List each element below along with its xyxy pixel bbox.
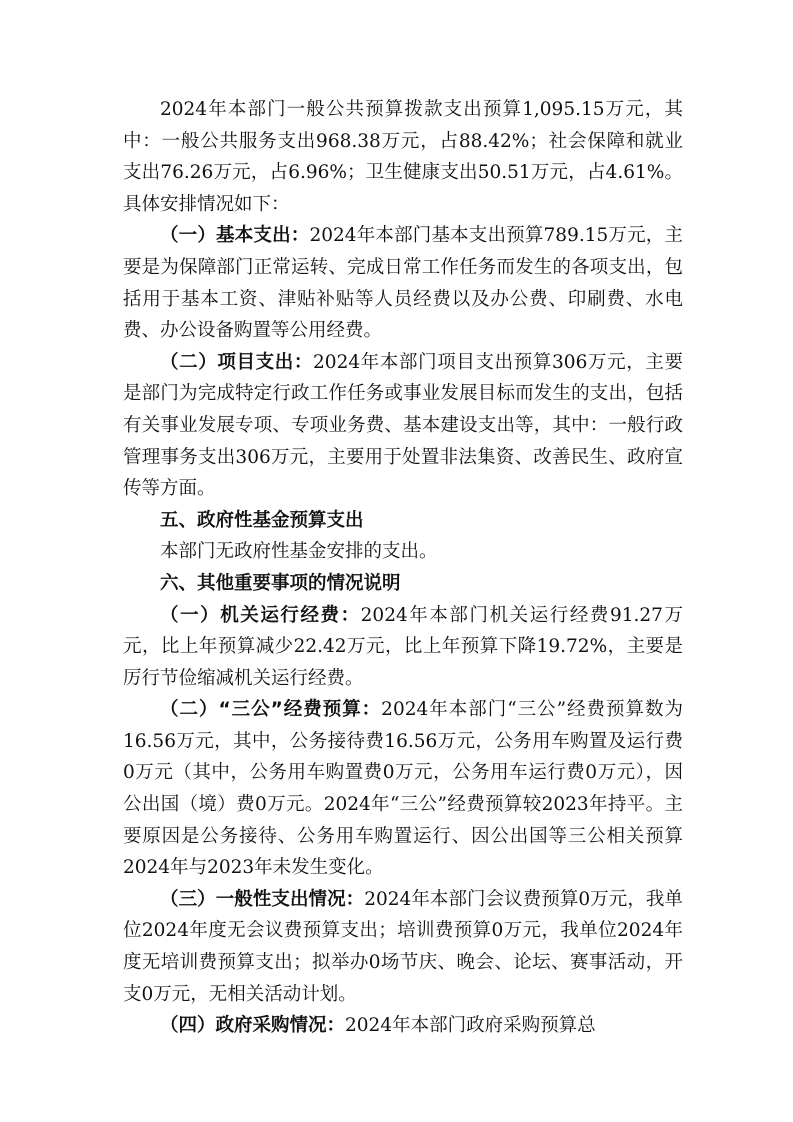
basic-expenditure-text: 2024年本部门基本支出预算789.15万元，主要是为保障部门正常运转、完成日常工作任务而发生的各项支出，包括用于基本工资、津贴补贴等人员经费以及办公费、印刷费、水电费、办公设备购置等公用经费。 [123, 225, 683, 342]
basic-expenditure-label: （一）基本支出： [160, 225, 310, 247]
basic-expenditure-paragraph [123, 220, 683, 346]
document-page [123, 94, 683, 1042]
procurement-paragraph [123, 1010, 683, 1042]
operating-expense-paragraph [123, 600, 683, 695]
operating-expense-label: （一）机关运行经费： [160, 604, 361, 626]
general-expense-text: 2024年本部门会议费预算0万元，我单位2024年度无会议费预算支出；培训费预算0万元，我单位2024年度无培训费预算支出；拟举办0场节庆、晚会、论坛、赛事活动，开支0万元，无相关活动计划。 [123, 888, 683, 1005]
sangong-label: （二）“三公”经费预算： [160, 699, 382, 721]
project-expenditure-text: 2024年本部门项目支出预算306万元，主要是部门为完成特定行政工作任务或事业发展目标而发生的支出，包括有关事业发展专项、专项业务费、基本建设支出等，其中：一般行政管理事务支出306万元，主要用于处置非法集资、改善民生、政府宣传等方面。 [123, 351, 683, 500]
section-heading-5: 五、政府性基金预算支出 [160, 509, 364, 531]
procurement-text: 2024年本部门政府采购预算总 [345, 1015, 596, 1037]
procurement-label: （四）政府采购情况： [160, 1015, 346, 1037]
section-heading-6: 六、其他重要事项的情况说明 [160, 572, 401, 594]
sangong-paragraph [123, 694, 683, 884]
general-expense-label: （三）一般性支出情况： [160, 888, 365, 910]
general-expense-paragraph [123, 884, 683, 1010]
intro-paragraph: 2024年本部门一般公共预算拨款支出预算1,095.15万元，其中：一般公共服务支出968.38万元，占88.42%；社会保障和就业支出76.26万元，占6.96%；卫生健康支出50.51万元，占4.61%。具体安排情况如下： [123, 99, 683, 215]
project-expenditure-label: （二）项目支出： [160, 351, 314, 373]
project-expenditure-paragraph [123, 347, 683, 505]
sangong-text: 2024年本部门“三公”经费预算数为16.56万元，其中，公务接待费16.56万元，公务用车购置及运行费0万元（其中，公务用车购置费0万元，公务用车运行费0万元），因公出国（境）费0万元。2024年“三公”经费预算较2023年持平。主要原因是公务接待、公务用车购置运行、因公出国等三公相关预算2024年与2023年未发生变化。 [123, 699, 683, 879]
fund-paragraph: 本部门无政府性基金安排的支出。 [160, 541, 438, 563]
operating-expense-text: 2024年本部门机关运行经费91.27万元，比上年预算减少22.42万元，比上年预算下降19.72%，主要是厉行节俭缩减机关运行经费。 [123, 604, 683, 689]
